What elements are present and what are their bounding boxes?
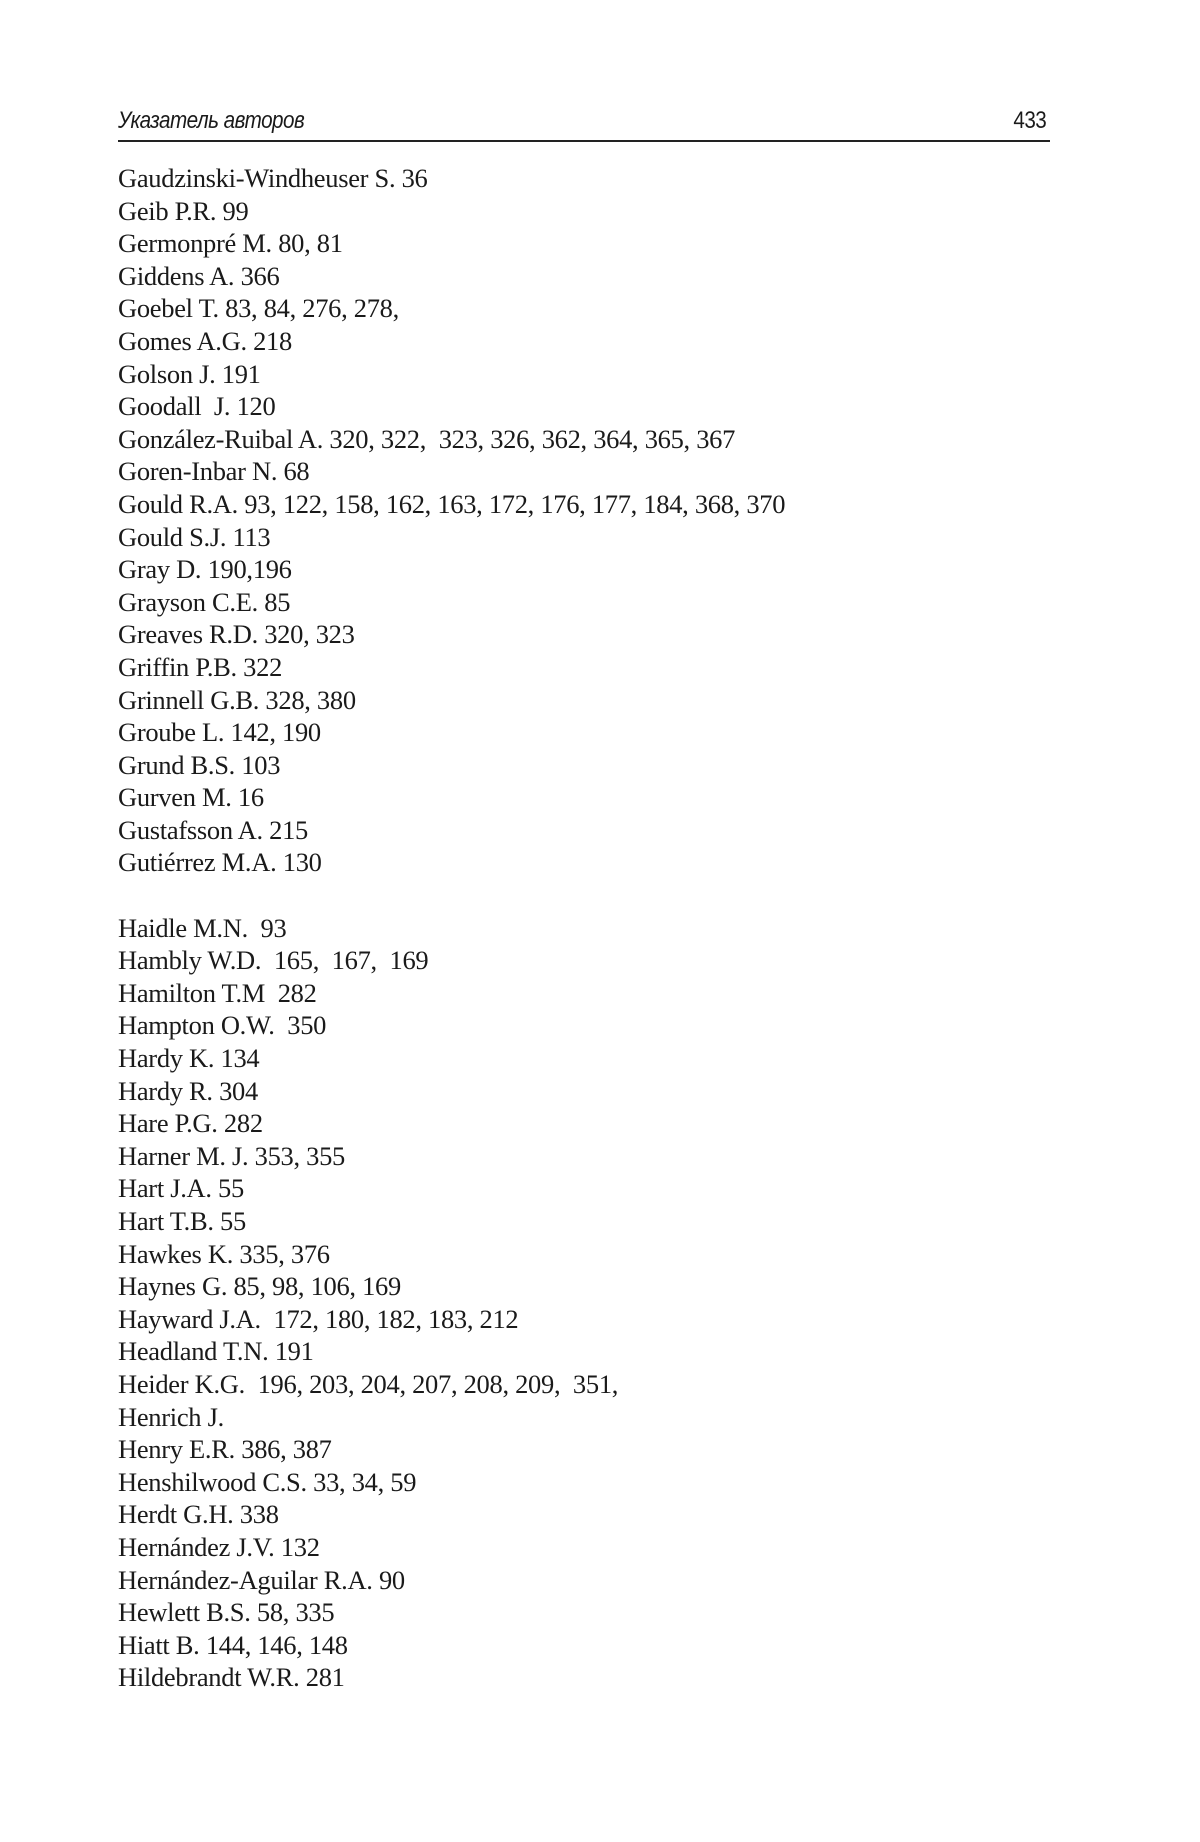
index-entry: Geib P.R. 99 <box>118 195 249 226</box>
index-entry: Golson J. 191 <box>118 358 261 389</box>
index-entry: Gould R.A. 93, 122, 158, 162, 163, 172, 176, 177, 184, 368, 370 <box>118 488 786 519</box>
index-entry: Goren-Inbar N. 68 <box>118 456 310 487</box>
index-entry: Henshilwood C.S. 33, 34, 59 <box>118 1466 417 1497</box>
index-entry: Gurven M. 16 <box>118 782 264 813</box>
index-entry: Hare P.G. 282 <box>118 1108 263 1139</box>
index-entry: Goebel T. 83, 84, 276, 278, <box>118 293 399 324</box>
index-entry: Griffin P.B. 322 <box>118 651 283 682</box>
index-entry: Gray D. 190,196 <box>118 554 292 585</box>
index-entry: Groube L. 142, 190 <box>118 717 321 748</box>
index-letter-group <box>118 162 1018 879</box>
index-entry: Henrich J. <box>118 1401 224 1432</box>
index-entry: Haynes G. 85, 98, 106, 169 <box>118 1271 401 1302</box>
index-entry: Heider K.G. 196, 203, 204, 207, 208, 209, 351, <box>118 1368 619 1399</box>
index-entry: Gaudzinski-Windheuser S. 36 <box>118 163 428 193</box>
index-entry: González-Ruibal A. 320, 322, 323, 326, 362, 364, 365, 367 <box>118 423 736 454</box>
index-entry: Greaves R.D. 320, 323 <box>118 619 355 650</box>
index-entry: Gomes A.G. 218 <box>118 325 292 356</box>
index-entry: Hawkes K. 335, 376 <box>118 1238 330 1269</box>
index-entry: Hernández J.V. 132 <box>118 1531 320 1562</box>
index-entry: Hardy R. 304 <box>118 1075 258 1106</box>
running-header <box>118 104 1050 142</box>
index-entry: Goodall J. 120 <box>118 391 276 422</box>
page-number: 433 <box>1013 107 1046 134</box>
header-title: Указатель авторов <box>118 107 305 134</box>
index-entry: Hernández-Aguilar R.A. 90 <box>118 1564 405 1595</box>
index-entry: Germonpré M. 80, 81 <box>118 228 343 259</box>
index-entry: Hewlett B.S. 58, 335 <box>118 1597 335 1628</box>
index-entry: Gutiérrez M.A. 130 <box>118 847 322 878</box>
index-entry: Headland T.N. 191 <box>118 1336 314 1367</box>
index-entry: Hart J.A. 55 <box>118 1173 244 1204</box>
index-entry: Hayward J.A. 172, 180, 182, 183, 212 <box>118 1303 519 1334</box>
index-entry: Hart T.B. 55 <box>118 1206 246 1236</box>
index-entry: Hardy K. 134 <box>118 1043 260 1074</box>
index-entry: Hamilton T.M 282 <box>118 977 317 1008</box>
index-entry: Giddens A. 366 <box>118 260 280 291</box>
index-entry: Hildebrandt W.R. 281 <box>118 1662 345 1693</box>
index-entry: Hampton O.W. 350 <box>118 1010 327 1041</box>
author-index-list <box>118 162 1018 1694</box>
index-entry: Herdt G.H. 338 <box>118 1499 279 1530</box>
index-entry: Harner M. J. 353, 355 <box>118 1140 346 1171</box>
index-entry: Hambly W.D. 165, 167, 169 <box>118 945 429 976</box>
index-entry: Grund B.S. 103 <box>118 749 281 780</box>
index-entry: Gould S.J. 113 <box>118 521 271 552</box>
index-entry: Henry E.R. 386, 387 <box>118 1434 332 1465</box>
index-entry: Grayson C.E. 85 <box>118 586 291 617</box>
index-entry: Hiatt B. 144, 146, 148 <box>118 1629 348 1660</box>
index-entry: Haidle M.N. 93 <box>118 912 287 943</box>
index-entry: Gustafsson A. 215 <box>118 814 308 845</box>
index-entry: Grinnell G.B. 328, 380 <box>118 684 356 715</box>
index-letter-group <box>118 912 1018 1694</box>
